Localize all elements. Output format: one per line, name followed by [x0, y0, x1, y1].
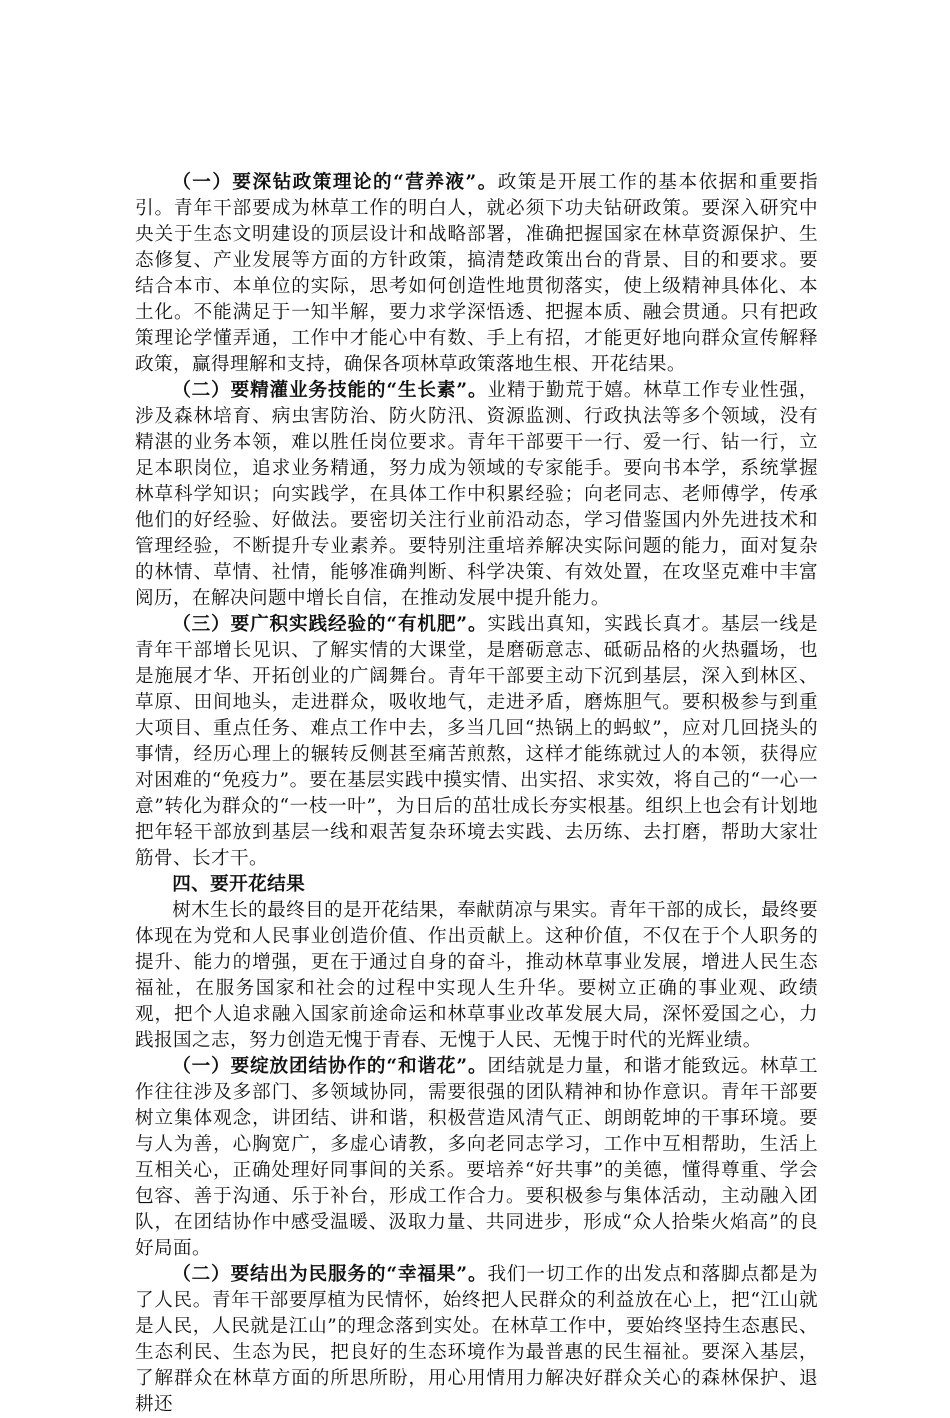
paragraph-serve-people: [135, 1262, 818, 1418]
paragraph-teamwork: [135, 1054, 818, 1262]
paragraph-lead: （一）要深钻政策理论的“营养液”。: [172, 172, 498, 193]
paragraph-body: 树木生长的最终目的是开花结果，奉献荫凉与果实。青年干部的成长，最终要体现在为党和人民事业创造价值、作出贡献上。这种价值，不仅在于个人职务的提升、能力的增强，更在于通过自身的奋斗，推动林草事业发展，增进人民生态福祉，在服务国家和社会的过程中实现人生升华。要树立正确的事业观、政绩观，把个人追求融入国家前途命运和林草事业改革发展大局，深怀爱国之心，力践报国之志，努力创造无愧于青春、无愧于人民、无愧于时代的光辉业绩。: [135, 900, 818, 1051]
paragraph-practice-experience: [135, 612, 818, 872]
section-heading: 四、要开花结果: [172, 874, 306, 895]
paragraph-body: 我们一切工作的出发点和落脚点都是为了人民。青年干部要厚植为民情怀，始终把人民群众的利益放在心上，把“江山就是人民，人民就是江山”的理念落到实处。在林草工作中，要始终坚持生态惠民、生态利民、生态为民，把良好的生态环境作为最普惠的民生福祉。要深入基层，了解群众在林草方面的所思所盼，用心用情用力解决好群众关心的森林保护、退耕还: [135, 1264, 818, 1415]
paragraph-body: 业精于勤荒于嬉。林草工作专业性强，涉及森林培育、病虫害防治、防火防汛、资源监测、行政执法等多个领域，没有精湛的业务本领，难以胜任岗位要求。青年干部要干一行、爱一行、钻一行，立足本职岗位，追求业务精通，努力成为领域的专家能手。要向书本学，系统掌握林草科学知识；向实践学，在具体工作中积累经验；向老同志、老师傅学，传承他们的好经验、好做法。要密切关注行业前沿动态，学习借鉴国内外先进技术和管理经验，不断提升专业素养。要特别注重培养解决实际问题的能力，面对复杂的林情、草情、社情，能够准确判断、科学决策、有效处置，在攻坚克难中丰富阅历，在解决问题中增长自信，在推动发展中提升能力。: [135, 380, 818, 609]
paragraph-lead: （二）要精灌业务技能的“生长素”。: [172, 380, 488, 401]
paragraph-body: 团结就是力量，和谐才能致远。林草工作往往涉及多部门、多领域协同，需要很强的团队精神和协作意识。青年干部要树立集体观念，讲团结、讲和谐，积极营造风清气正、朗朗乾坤的干事环境。要与人为善，心胸宽广，多虚心请教，多向老同志学习，工作中互相帮助，生活上互相关心，正确处理好同事间的关系。要培养“好共事”的美德，懂得尊重、学会包容、善于沟通、乐于补台，形成工作合力。要积极参与集体活动，主动融入团队，在团结协作中感受温暖、汲取力量、共同进步，形成“众人拾柴火焰高”的良好局面。: [135, 1056, 818, 1259]
paragraph-body: 实践出真知，实践长真才。基层一线是青年干部增长见识、了解实情的大课堂，是磨砺意志、砥砺品格的火热疆场，也是施展才华、开拓创业的广阔舞台。青年干部要主动下沉到基层，深入到林区、草原、田间地头，走进群众，吸收地气，走进矛盾，磨炼胆气。要积极参与到重大项目、重点任务、难点工作中去，多当几回“热锅上的蚂蚁”，应对几回挠头的事情，经历心理上的辗转反侧甚至痛苦煎熬，这样才能练就过人的本领，获得应对困难的“免疫力”。要在基层实践中摸实情、出实招、求实效，将自己的“一心一意”转化为群众的“一枝一叶”，为日后的茁壮成长夯实根基。组织上也会有计划地把年轻干部放到基层一线和艰苦复杂环境去实践、去历练、去打磨，帮助大家壮筋骨、长才干。: [135, 614, 818, 869]
document-page: [135, 170, 818, 1418]
paragraph-lead: （一）要绽放团结协作的“和谐花”。: [172, 1056, 488, 1077]
paragraph-body: 政策是开展工作的基本依据和重要指引。青年干部要成为林草工作的明白人，就必须下功夫钻研政策。要深入研究中央关于生态文明建设的顶层设计和战略部署，准确把握国家在林草资源保护、生态修复、产业发展等方面的方针政策，搞清楚政策出台的背景、目的和要求。要结合本市、本单位的实际，思考如何创造性地贯彻落实，使上级精神具体化、本土化。不能满足于一知半解，要力求学深悟透、把握本质、融会贯通。只有把政策理论学懂弄通，工作中才能心中有数、手上有招，才能更好地向群众宣传解释政策，赢得理解和支持，确保各项林草政策落地生根、开花结果。: [135, 172, 818, 375]
paragraph-policy-theory: [135, 170, 818, 378]
paragraph-lead: （二）要结出为民服务的“幸福果”。: [172, 1264, 488, 1285]
paragraph-lead: （三）要广积实践经验的“有机肥”。: [172, 614, 488, 635]
paragraph-business-skills: [135, 378, 818, 612]
paragraph-section-intro: [135, 898, 818, 1054]
